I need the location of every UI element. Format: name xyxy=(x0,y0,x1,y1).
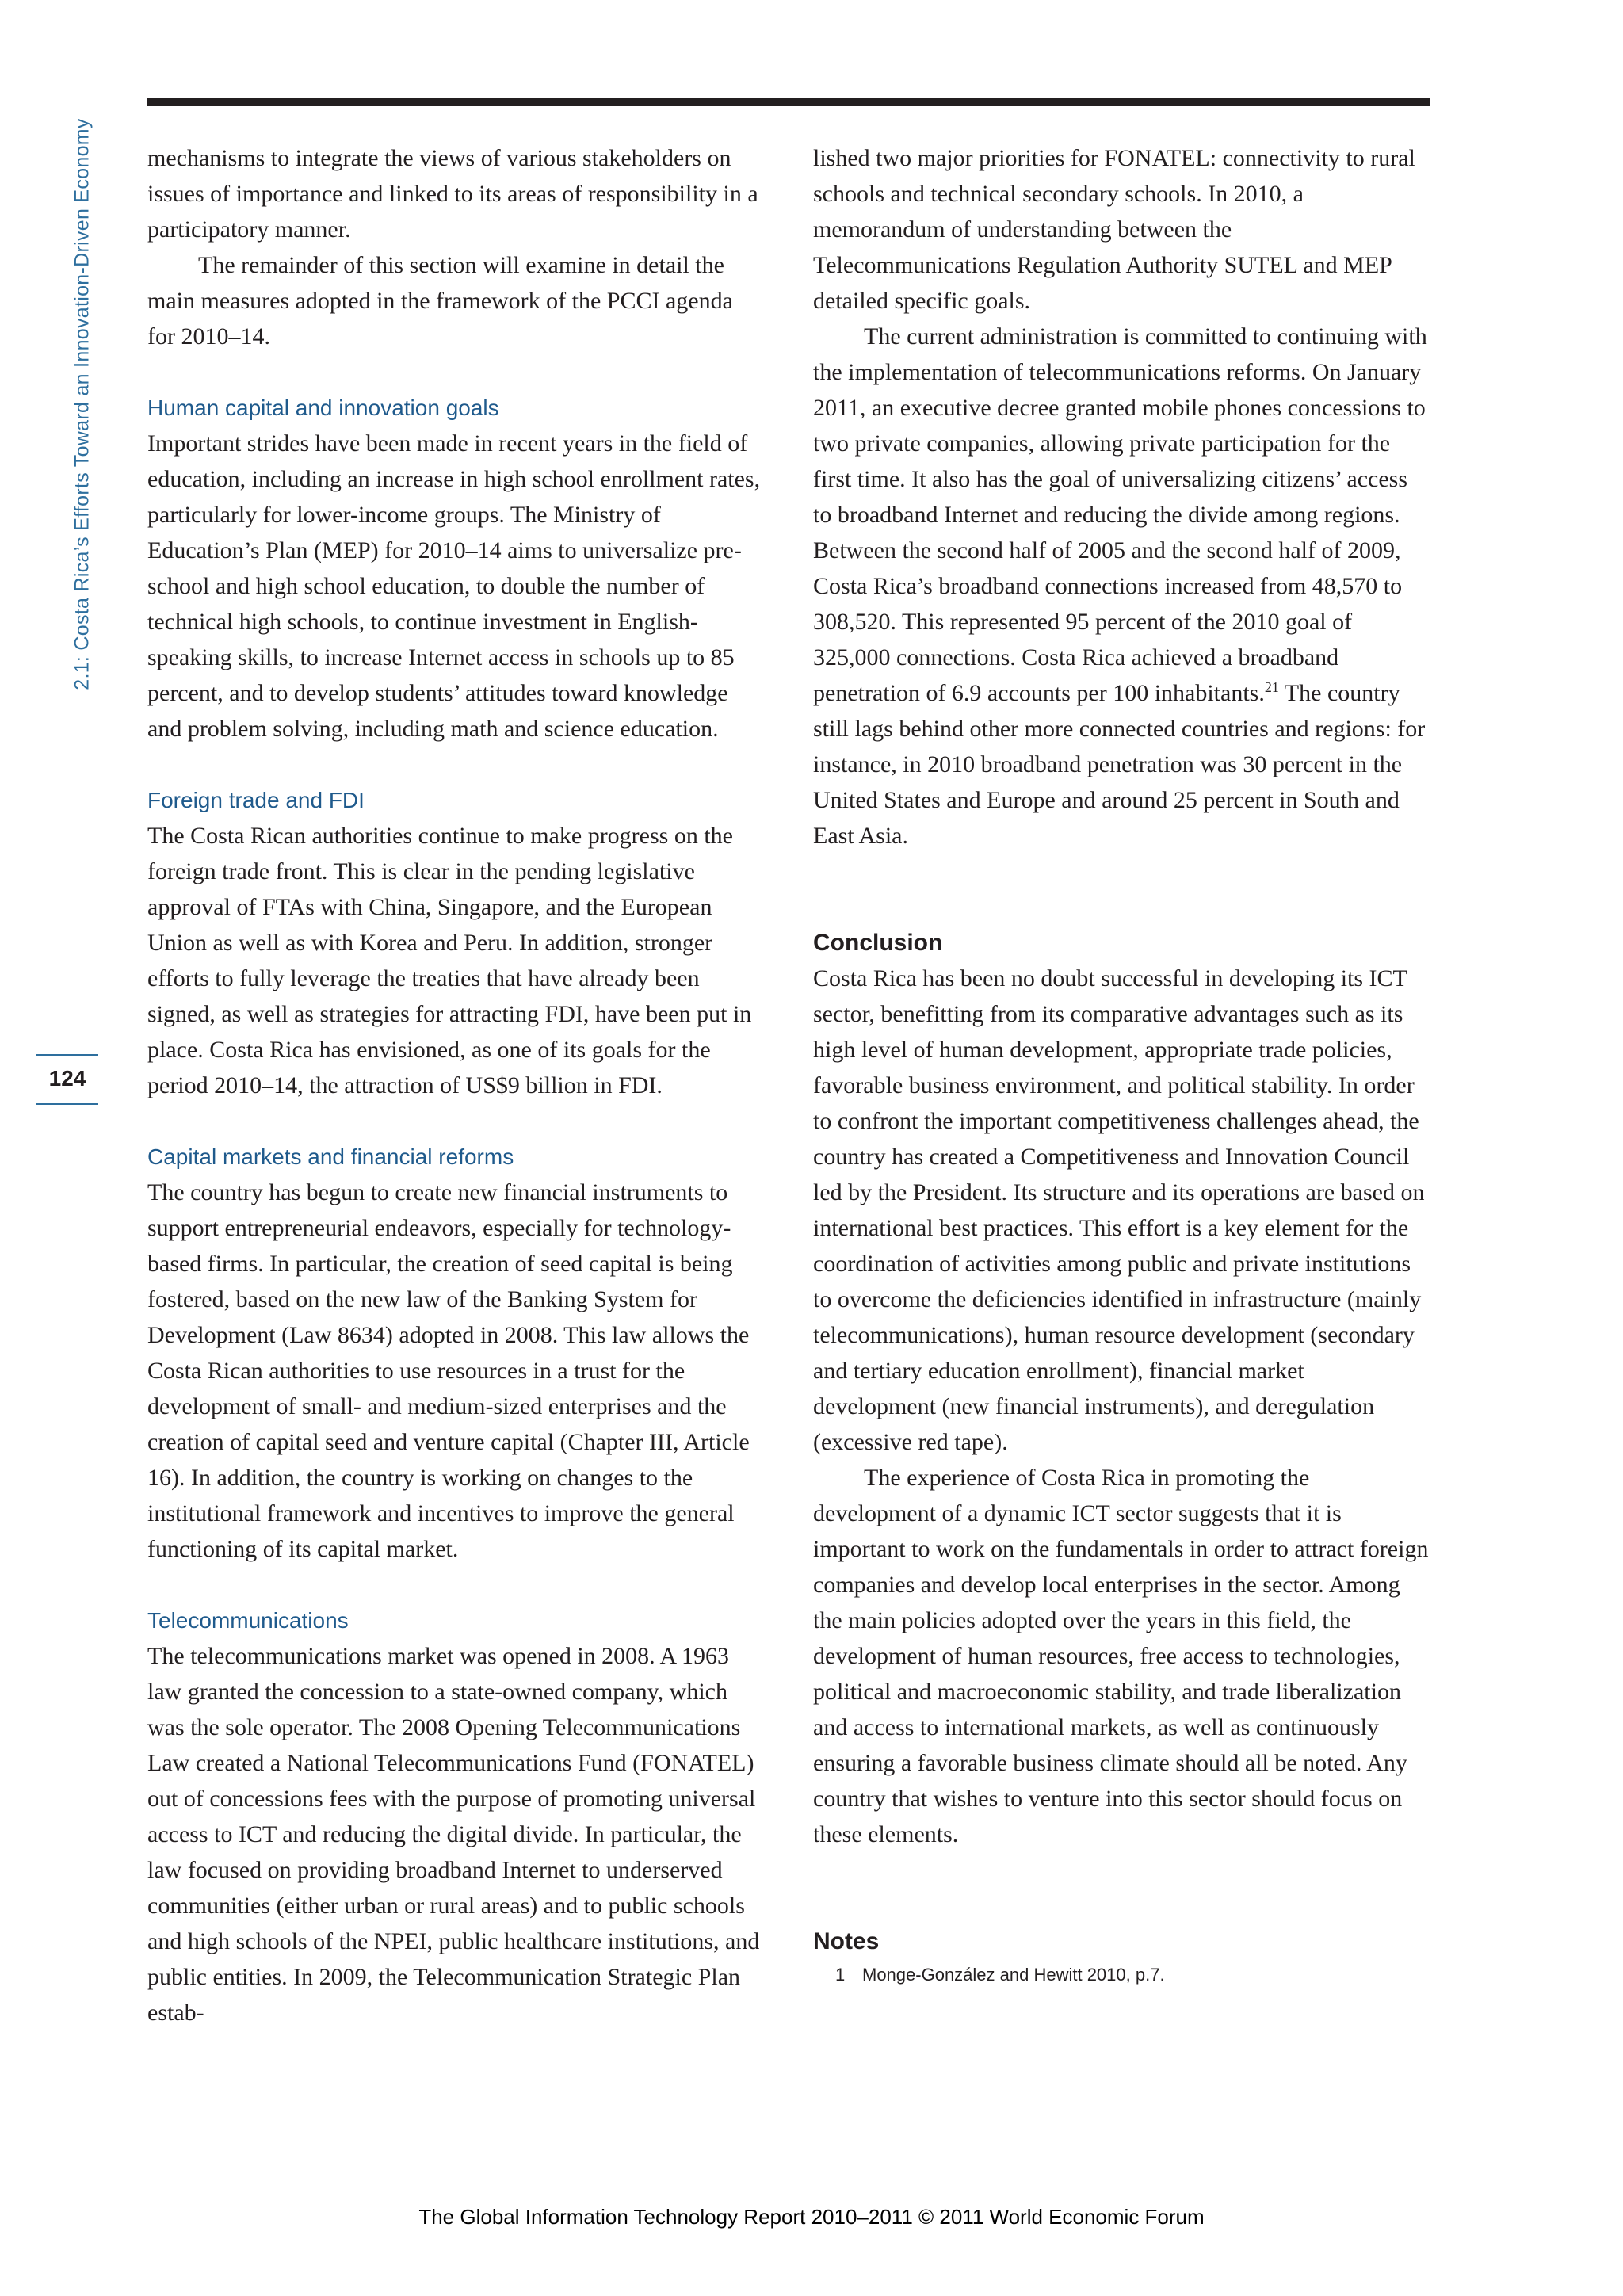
paragraph: The remainder of this section will examine in detail the main measures adopted in the framework of the PCCI agenda for 2010–14. xyxy=(147,252,733,350)
paragraph: Important strides have been made in recent years in the field of education, including an increase in high school enrollment rates, particularly for lower-income groups. The Ministry of Education’s Plan (MEP) for 2010–14 aims to universalize pre-school and high school education, to double the number of technical high schools, to continue investment in English-speaking skills, to increase Internet access in schools up to 85 percent, and to develop students’ attitudes toward knowledge and problem solving, including math and science education. xyxy=(147,430,761,742)
page-number-rule-bottom xyxy=(36,1103,98,1105)
paragraph xyxy=(813,319,1431,854)
section-heading-conclusion: Conclusion xyxy=(813,930,943,956)
paragraph: The Costa Rican authorities continue to make progress on the foreign trade front. This is clear in the pending legislative approval of FTAs with China, Singapore, and the European Union as well as with Korea and Peru. In addition, stronger efforts to fully leverage the treaties that have already been signed, as well as strategies for attracting FDI, have been put in place. Costa Rica has envisioned, as one of its goals for the period 2010–14, the attraction of US$9 billion in FDI. xyxy=(147,823,752,1098)
paragraph: The telecommunications market was opened in 2008. A 1963 law granted the concession to a state-owned company, which was the sole operator. The 2008 Opening Telecommunications Law created a National Telecommunications Fund (FONATEL) out of concessions fees with the purpose of promoting universal access to ICT and reducing the digital divide. In particular, the law focused on providing broadband Internet to underserved communities (either urban or rural areas) and to public schools and high schools of the NPEI, public healthcare institutions, and public entities. In 2009, the Telecommunication Strategic Plan estab- xyxy=(147,1643,760,2026)
paragraph: lished two major priorities for FONATEL: connectivity to rural schools and technical secondary schools. In 2010, a memorandum of understanding between the Telecommunications Regulation Authority SUTEL and MEP detailed specific goals. xyxy=(813,145,1415,314)
note-item xyxy=(813,1961,1431,1989)
left-column xyxy=(147,140,762,2030)
running-header: 2.1: Costa Rica’s Efforts Toward an Innovation-Driven Economy xyxy=(71,118,94,690)
section-heading-capital-markets: Capital markets and financial reforms xyxy=(147,1144,514,1169)
section-heading-foreign-trade: Foreign trade and FDI xyxy=(147,788,365,812)
page-footer: The Global Information Technology Report 2010–2011 © 2011 World Economic Forum xyxy=(418,2205,1205,2229)
paragraph: The country has begun to create new financial instruments to support entrepreneurial endeavors, especially for technology-based firms. In particular, the creation of seed capital is being fostered, based on the new law of the Banking System for Development (Law 8634) adopted in 2008. This law allows the Costa Rican authorities to use resources in a trust for the development of small- and medium-sized enterprises and the creation of capital seed and venture capital (Chapter III, Article 16). In addition, the country is working on changes to the institutional framework and incentives to improve the general functioning of its capital market. xyxy=(147,1179,750,1562)
paragraph-text: The country still lags behind other more connected countries and regions: for instance, in 2010 broadband penetration was 30 percent in the United States and Europe and around 25 percent in South and East Asia. xyxy=(813,680,1426,849)
paragraph-text: The current administration is committed to continuing with the implementation of telecommunications reforms. On January 2011, an executive decree granted mobile phones concessions to two private companies, allowing private participation for the first time. It also has the goal of universalizing citizens’ access to broadband Internet and reducing the divide among regions. Between the second half of 2005 and the second half of 2009, Costa Rica’s broadband connections increased from 48,570 to 308,520. This represented 95 percent of the 2010 goal of 325,000 connections. Costa Rica achieved a broadband penetration of 6.9 accounts per 100 inhabitants. xyxy=(813,323,1427,706)
paragraph: The experience of Costa Rica in promoting the development of a dynamic ICT sector suggests that it is important to work on the fundamentals in order to attract foreign companies and develop local enterprises in the sector. Among the main policies adopted over the years in this field, the development of human resources, free access to technologies, political and macroeconomic stability, and trade liberalization and access to international markets, as well as continuously ensuring a favorable business climate should all be noted. Any country that wishes to venture into this sector should focus on these elements. xyxy=(813,1465,1429,1847)
top-rule xyxy=(147,98,1430,106)
section-heading-human-capital: Human capital and innovation goals xyxy=(147,395,499,420)
section-heading-notes: Notes xyxy=(813,1928,880,1954)
paragraph: Costa Rica has been no doubt successful in developing its ICT sector, benefitting from its comparative advantages such as its high level of human development, appropriate trade policies, favorable business environment, and political stability. In order to confront the important competitiveness challenges ahead, the country has created a Competitiveness and Innovation Council led by the President. Its structure and its operations are based on international best practices. This effort is a key element for the coordination of activities among public and private institutions to overcome the deficiencies identified in infrastructure (mainly telecommunications), human resource development (secondary and tertiary education enrollment), financial market development (new financial instruments), and deregulation (excessive red tape). xyxy=(813,965,1425,1455)
paragraph: mechanisms to integrate the views of various stakeholders on issues of importance and linked to its areas of responsibility in a participatory manner. xyxy=(147,145,758,243)
page-number-rule-top xyxy=(36,1054,98,1056)
right-column xyxy=(813,140,1431,1989)
page-number: 124 xyxy=(48,1066,86,1091)
section-heading-telecommunications: Telecommunications xyxy=(147,1608,349,1633)
note-text: Monge-González and Hewitt 2010, p.7. xyxy=(862,1965,1165,1985)
note-number: 1 xyxy=(835,1965,846,1985)
footnote-ref: 21 xyxy=(1264,679,1279,695)
